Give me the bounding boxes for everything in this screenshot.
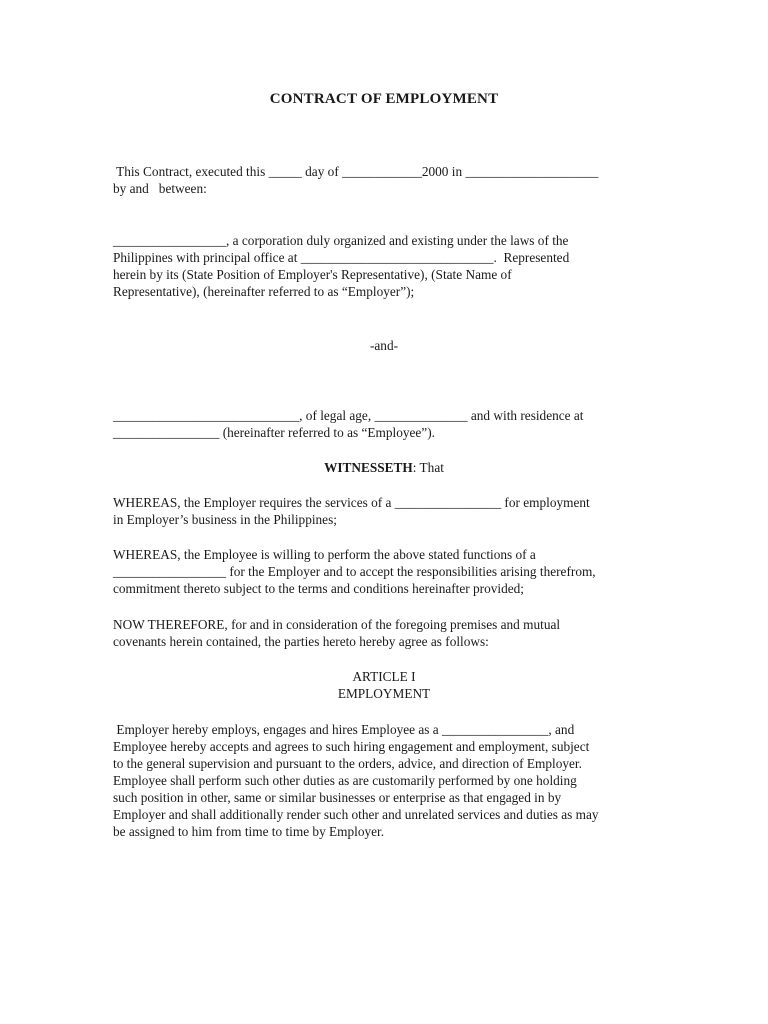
document-title: CONTRACT OF EMPLOYMENT xyxy=(269,91,499,107)
intro-line: by and between: xyxy=(113,181,207,196)
now-therefore-paragraph xyxy=(113,616,673,650)
whereas-line: WHEREAS, the Employee is willing to perform the above stated functions of a xyxy=(113,547,536,562)
employment-line: to the general supervision and pursuant to the orders, advice, and direction of Employer. xyxy=(113,756,582,771)
whereas-paragraph-2 xyxy=(113,546,673,597)
employment-line: Employee shall perform such other duties as are customarily performed by one holding xyxy=(113,773,577,788)
employer-line: _________________, a corporation duly organized and existing under the laws of the xyxy=(113,233,569,248)
witnesseth-label: WITNESSETH xyxy=(324,460,413,475)
article-number: ARTICLE I xyxy=(352,669,416,684)
employer-line: herein by its (State Position of Employer's Representative), (State Name of xyxy=(113,267,512,282)
now-therefore-line: NOW THEREFORE, for and in consideration of the foregoing premises and mutual xyxy=(113,617,561,632)
whereas-paragraph-1 xyxy=(113,494,673,528)
employee-paragraph xyxy=(113,407,673,441)
witnesseth-heading xyxy=(0,459,768,476)
now-therefore-line: covenants herein contained, the parties hereto hereby agree as follows: xyxy=(113,634,489,649)
employment-line: such position in other, same or similar businesses or enterprise as that engaged in by xyxy=(113,790,562,805)
employment-line: Employer hereby employs, engages and hires Employee as a ________________, and xyxy=(113,722,575,737)
whereas-line: in Employer’s business in the Philippines; xyxy=(113,512,337,527)
employee-line: ____________________________, of legal age, ______________ and with residence at xyxy=(113,408,584,423)
employer-line: Philippines with principal office at _____________________________. Represented xyxy=(113,250,570,265)
whereas-line: _________________ for the Employer and to accept the responsibilities arising therefrom, xyxy=(113,564,596,579)
employment-line: Employer and shall additionally render such other and unrelated services and duties as may xyxy=(113,807,599,822)
whereas-line: WHEREAS, the Employer requires the services of a ________________ for employment xyxy=(113,495,590,510)
employment-paragraph xyxy=(113,721,673,840)
employment-line: Employee hereby accepts and agrees to such hiring engagement and employment, subject xyxy=(113,739,590,754)
employment-line: be assigned to him from time to time by Employer. xyxy=(113,824,385,839)
employer-line: Representative), (hereinafter referred to as “Employer”); xyxy=(113,284,415,299)
and-separator: -and- xyxy=(369,338,399,353)
article-heading: EMPLOYMENT xyxy=(337,686,431,701)
intro-paragraph xyxy=(113,163,673,197)
intro-line: This Contract, executed this _____ day of ____________2000 in ____________________ xyxy=(113,164,599,179)
employer-paragraph xyxy=(113,232,673,300)
whereas-line: commitment thereto subject to the terms and conditions hereinafter provided; xyxy=(113,581,524,596)
witnesseth-rest: : That xyxy=(412,460,444,475)
employee-line: ________________ (hereinafter referred to as “Employee”). xyxy=(113,425,435,440)
